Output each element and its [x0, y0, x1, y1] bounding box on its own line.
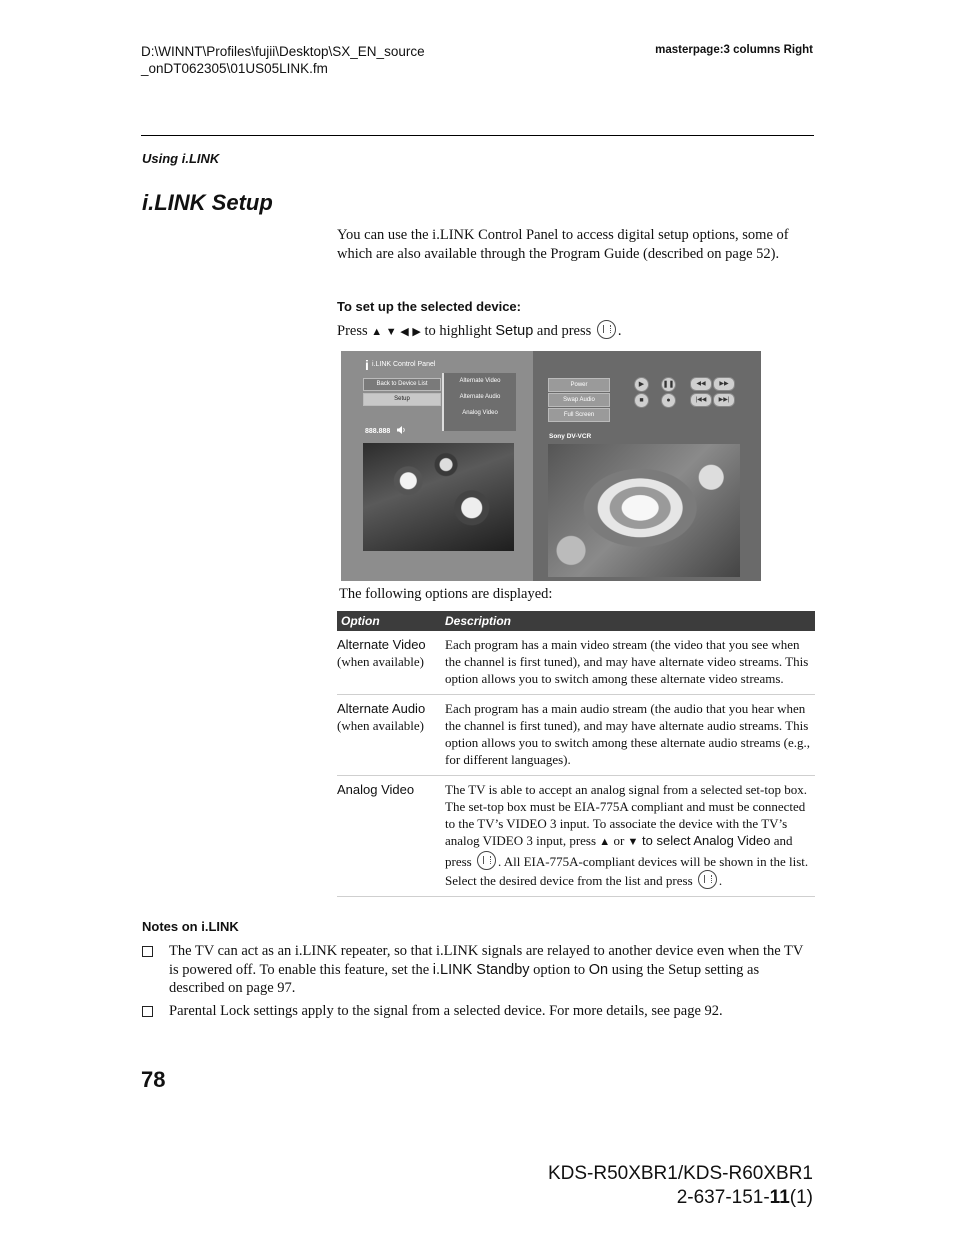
- step-end: .: [617, 323, 622, 339]
- channel-number: 888.888: [365, 428, 391, 435]
- option-name: Alternate Audio: [337, 701, 426, 716]
- setup-button[interactable]: Setup: [363, 393, 441, 406]
- arrow-right-icon: ▶: [412, 326, 421, 338]
- table-row: [337, 776, 815, 897]
- select-button-icon: [477, 851, 496, 870]
- arrow-down-icon: ▼: [627, 836, 639, 848]
- procedure-heading: To set up the selected device:: [337, 299, 521, 314]
- step-instruction: [337, 320, 622, 341]
- arrow-left-icon: ◀: [400, 326, 409, 338]
- desc-part-b: . All EIA-775A-compliant devices will be shown in the list. Select the desired device from the list and press: [445, 854, 809, 888]
- full-screen-button[interactable]: Full Screen: [548, 408, 610, 422]
- description-cell: [441, 776, 815, 897]
- table-row: [337, 695, 815, 776]
- step-press: Press: [337, 323, 368, 339]
- file-path-line1: D:\WINNT\Profiles\fujii\Desktop\SX_EN_source: [141, 44, 425, 59]
- table-header-row: [337, 611, 815, 631]
- device-video-thumbnail: [548, 444, 740, 577]
- power-button[interactable]: Power: [548, 378, 610, 392]
- option-cell: [337, 695, 441, 776]
- main-video-thumbnail: [363, 443, 514, 551]
- page-title: i.LINK Setup: [142, 190, 273, 215]
- desc-part-a: The TV is able to accept an analog signal from a selected set-top box. The set-top box must be EIA-775A compliant and must be connected to the TV’s VIDEO 3 input. To associate the device with the TV’s analog VIDEO 3 input, press: [445, 782, 807, 848]
- file-path: [141, 43, 425, 77]
- option-availability: (when available): [337, 718, 424, 733]
- section-label: Using i.LINK: [142, 151, 220, 166]
- swap-audio-button[interactable]: Swap Audio: [548, 393, 610, 407]
- checkbox-bullet-icon: [142, 946, 153, 957]
- note1-on: On: [588, 961, 609, 978]
- setup-submenu: [442, 373, 516, 431]
- arrow-up-icon: ▲: [371, 326, 383, 338]
- submenu-analog-video[interactable]: Analog Video: [462, 410, 498, 416]
- part-code: [548, 1186, 813, 1210]
- desc-and-press: and press: [445, 833, 793, 869]
- options-table: [337, 611, 815, 897]
- submenu-alternate-video[interactable]: Alternate Video: [459, 378, 501, 384]
- note1-option: i.LINK Standby: [432, 961, 530, 978]
- panel-left-pane: [341, 351, 533, 581]
- ilink-control-panel-screenshot: [341, 351, 761, 581]
- desc-item: Analog Video: [693, 833, 771, 848]
- step-and-press: and press: [533, 323, 595, 339]
- model-footer: [548, 1162, 813, 1210]
- next-icon[interactable]: ▶▶|: [713, 393, 735, 407]
- option-name: Analog Video: [337, 782, 415, 797]
- header-option: Option: [337, 611, 441, 631]
- note-item: [142, 1002, 814, 1021]
- following-text: The following options are displayed:: [339, 586, 553, 602]
- page-number: 78: [141, 1067, 166, 1092]
- header-rule: [141, 135, 814, 136]
- description-cell: Each program has a main audio stream (the audio that you hear when the channel is first tuned), and may have alternate audio streams. This option allows you to switch among these alternate audio streams (e.g., for different languages).: [441, 695, 815, 776]
- desc-or: or: [610, 833, 628, 848]
- select-button-icon: [698, 870, 717, 889]
- record-icon[interactable]: ●: [661, 393, 676, 408]
- submenu-alternate-audio[interactable]: Alternate Audio: [459, 394, 501, 400]
- note1-c: using the Setup setting as described on page 97.: [169, 961, 760, 996]
- step-mid: to highlight: [420, 323, 496, 339]
- pause-icon[interactable]: ❚❚: [661, 377, 676, 392]
- play-icon[interactable]: ▶: [634, 377, 649, 392]
- notes-heading: Notes on i.LINK: [142, 919, 239, 934]
- model-names: KDS-R50XBR1/KDS-R60XBR1: [547, 1163, 813, 1184]
- note-text: Parental Lock settings apply to the signal from a selected device. For more details, see page 92.: [169, 1003, 723, 1019]
- fast-forward-icon[interactable]: ▶▶: [713, 377, 735, 391]
- note-text: [169, 942, 814, 998]
- file-path-line2: _onDT062305\01US05LINK.fm: [141, 61, 328, 76]
- note1-a: The TV can act as an i.LINK repeater, so that i.LINK signals are relayed to another device even when the TV is powered off. To enable this feature, set the: [169, 943, 804, 978]
- desc-end: .: [718, 873, 723, 888]
- select-button-icon: [597, 320, 616, 339]
- option-cell: [337, 776, 441, 897]
- device-name: Sony DV-VCR: [549, 433, 592, 440]
- step-item: Setup: [495, 323, 534, 339]
- rewind-icon[interactable]: ◀◀: [690, 377, 712, 391]
- masterpage-label: masterpage:3 columns Right: [655, 44, 813, 56]
- description-cell: Each program has a main video stream (the video that you see when the channel is first tuned), and may have alternate video streams. This option allows you to switch among these alternate video streams.: [441, 631, 815, 695]
- header-description: Description: [441, 611, 815, 631]
- arrow-up-icon: ▲: [599, 836, 611, 848]
- table-row: [337, 631, 815, 695]
- option-availability: (when available): [337, 654, 424, 669]
- note1-b: option to: [529, 961, 589, 978]
- intro-paragraph: You can use the i.LINK Control Panel to access digital setup options, some of which are also available through the Program Guide (described on page 52).: [337, 227, 789, 262]
- speaker-icon: [396, 425, 406, 435]
- arrow-down-icon: ▼: [385, 326, 397, 338]
- stop-icon[interactable]: ■: [634, 393, 649, 408]
- previous-icon[interactable]: |◀◀: [690, 393, 712, 407]
- back-to-device-list-button[interactable]: Back to Device List: [363, 378, 441, 391]
- option-name: Alternate Video: [337, 637, 426, 652]
- option-cell: [337, 631, 441, 695]
- panel-right-pane: [533, 351, 761, 581]
- part-code-suffix: (1): [789, 1187, 813, 1208]
- part-code-bold: 11: [769, 1187, 790, 1208]
- ilink-logo-icon: i: [365, 357, 369, 373]
- checkbox-bullet-icon: [142, 1006, 153, 1017]
- panel-title: i.LINK Control Panel: [372, 361, 436, 368]
- desc-to-select: to select: [638, 833, 694, 848]
- note-item: [142, 942, 814, 998]
- part-code-prefix: 2-637-151-: [676, 1187, 770, 1208]
